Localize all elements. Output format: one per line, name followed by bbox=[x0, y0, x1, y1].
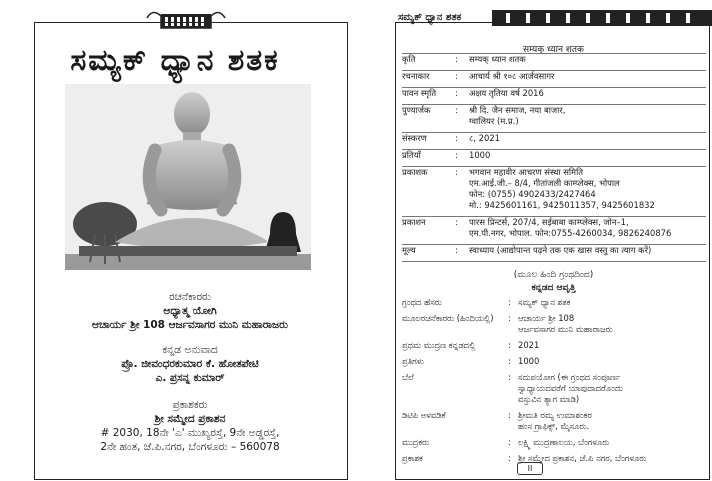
row-label: मूल्य bbox=[402, 245, 416, 255]
row-value bbox=[518, 356, 704, 367]
monk-photo bbox=[65, 84, 311, 270]
row-value-line: मो.: 9425601161, 9425011357, 9425601832 bbox=[469, 200, 655, 210]
credit-line: ಎ. ಪ್ರಸನ್ನ ಕುಮಾರ್ bbox=[155, 372, 225, 384]
kannada-detail-row bbox=[402, 410, 704, 432]
row-value bbox=[469, 150, 706, 161]
row-value-line: एम.पी.नगर, भोपाल. फोन:0755-4260034, 9826240876 bbox=[469, 228, 672, 238]
header-ornament bbox=[492, 4, 712, 28]
row-value-line: 2021 bbox=[518, 340, 540, 350]
row-value bbox=[518, 372, 704, 405]
row-label: ಡಿಟಿಪಿ ಅಳವಡಿಕೆ bbox=[402, 410, 446, 420]
kannada-detail-row bbox=[402, 340, 704, 351]
row-value-line: पारस प्रिन्टर्स, 207/4, सईबाबा काम्प्लेक्स, जोन–1, bbox=[469, 217, 629, 227]
row-value-line: ಆರ್ಜವಸಾಗರ ಮುನಿ ಮಹಾರಾಜರು bbox=[518, 324, 613, 334]
kannada-detail-row bbox=[402, 313, 704, 335]
row-value-line: स्वाध्याय (आद्योपान्त पढ़ने तक एक खास वस्तु का त्याग करें) bbox=[469, 245, 652, 255]
kannada-detail-row bbox=[402, 356, 704, 367]
row-value bbox=[469, 71, 706, 82]
row-value-line: 1000 bbox=[518, 356, 540, 366]
kannada-heading-edition: ಕನ್ನಡದ ಆವೃತ್ತಿ bbox=[531, 283, 576, 293]
row-separator: : bbox=[455, 71, 458, 81]
row-label: पावन स्मृति bbox=[402, 88, 437, 98]
row-value-line: ಶ್ರೀಮತಿ ರಮ್ಯ ಉಮಾಶಂಕರ bbox=[518, 410, 592, 420]
row-separator: : bbox=[455, 54, 458, 64]
row-label: प्रतियाँ bbox=[402, 150, 421, 160]
credit-line: ಶ್ರೀ ಸಮ್ಮೇದ ಪ್ರಕಾಶನ bbox=[154, 413, 226, 425]
credit-line: ಆಚಾರ್ಯ ಶ್ರೀ 108 ಆರ್ಜವಸಾಗರ ಮುನಿ ಮಹಾರಾಜರು bbox=[92, 319, 288, 331]
credit-line: 2ನೇ ಹಂತ, ಜೆ.ಪಿ.ನಗರ, ಬೆಂಗಳೂರು – 560078 bbox=[100, 441, 280, 453]
row-value bbox=[518, 313, 704, 335]
row-value-line: ८, 2021 bbox=[469, 133, 500, 143]
credit-line: ಪ್ರೊ. ಜೀವಂಧರಕುಮಾರ ಕೆ. ಹೋತಪೇಟಿ bbox=[121, 358, 259, 370]
row-separator: : bbox=[455, 167, 458, 177]
row-value-line: सम्यक् ध्यान शतक bbox=[469, 54, 526, 64]
row-separator: : bbox=[508, 453, 511, 463]
row-separator: : bbox=[508, 372, 511, 382]
hindi-detail-row bbox=[402, 54, 706, 65]
row-value bbox=[469, 167, 706, 211]
meditating-monk-image bbox=[65, 84, 311, 270]
left-page bbox=[0, 0, 350, 481]
credit-line: # 2030, 18ನೇ 'ಎ' ಮುಖ್ಯರಸ್ತೆ, 9ನೇ ಅಡ್ಡರಸ್ತೆ, bbox=[100, 427, 280, 439]
row-value bbox=[469, 133, 706, 144]
row-value bbox=[469, 105, 706, 127]
kannada-heading-original: (ಮೂಲ ಹಿಂದಿ ಗ್ರಂಥದಿಂದ) bbox=[513, 270, 594, 280]
row-label: ಮೂಲರಚನೆಕಾರರು (ಹಿಂದಿಯಲ್ಲಿ) bbox=[402, 313, 494, 323]
hindi-detail-row bbox=[402, 167, 706, 211]
row-value-line: ಆಚಾರ್ಯ ಶ್ರೀ 108 bbox=[518, 313, 575, 323]
row-value bbox=[469, 88, 706, 99]
row-separator: : bbox=[455, 245, 458, 255]
row-value-line: ಸ್ವಾಧ್ಯಾಯದವರೆಗೆ ಯಾವುದಾದರೊಂದು bbox=[518, 383, 623, 393]
hindi-detail-row bbox=[402, 217, 706, 239]
kannada-detail-row bbox=[402, 453, 704, 464]
row-separator: : bbox=[508, 297, 511, 307]
hindi-title: सम्यक् ध्यान शतक bbox=[523, 45, 584, 55]
row-value bbox=[469, 245, 706, 256]
row-divider bbox=[402, 261, 706, 262]
kannada-detail-row bbox=[402, 372, 704, 405]
row-value bbox=[469, 54, 706, 65]
row-label: प्रकाशक bbox=[402, 167, 428, 177]
row-value bbox=[518, 453, 704, 464]
row-value-line: ಲಕ್ಷ್ಮಿ ಮುದ್ರಣಾಲಯ, ಬೆಂಗಳೂರು bbox=[518, 437, 610, 447]
row-separator: : bbox=[455, 150, 458, 160]
row-value bbox=[518, 437, 704, 448]
book-title: ಸಮ್ಯಕ್ ಧ್ಯಾನ ಶತಕ bbox=[70, 43, 280, 78]
hindi-detail-row bbox=[402, 105, 706, 127]
row-value-line: ग्वालियर (म.प्र.) bbox=[469, 116, 519, 126]
row-value-line: फोन: (0755) 4902433/2427464 bbox=[469, 189, 596, 199]
row-separator: : bbox=[455, 133, 458, 143]
row-separator: : bbox=[508, 410, 511, 420]
row-value-line: 1000 bbox=[469, 150, 491, 160]
row-label: पुण्यार्जक bbox=[402, 105, 431, 115]
hindi-detail-row bbox=[402, 88, 706, 99]
row-label: ಗ್ರಂಥದ ಹೆಸರು bbox=[402, 297, 442, 307]
row-value-line: ಸಮ್ಯಕ್ ಧ್ಯಾನ ಶತಕ bbox=[518, 297, 571, 307]
row-separator: : bbox=[455, 105, 458, 115]
hindi-detail-row bbox=[402, 71, 706, 82]
row-separator: : bbox=[508, 340, 511, 350]
credit-line: ಪ್ರಕಾಶಕರು bbox=[172, 399, 208, 411]
credit-line: ಆಧ್ಯಾತ್ಮ ಯೋಗಿ bbox=[163, 305, 217, 317]
row-value bbox=[518, 340, 704, 351]
row-value-line: ಶ್ರೀ ಸಮ್ಮೇದ ಪ್ರಕಾಶನ, ಜೆ.ಪಿ ನಗರ, ಬೆಂಗಳೂರು bbox=[518, 453, 647, 463]
hindi-detail-row bbox=[402, 245, 706, 256]
row-label: ಮುದ್ರಕರು bbox=[402, 437, 430, 447]
row-label: ಬೆಲೆ bbox=[402, 372, 414, 382]
row-value-line: श्री दि. जैन समाज, नया बाजार, bbox=[469, 105, 566, 115]
row-label: प्रकाशन bbox=[402, 217, 426, 227]
kannada-detail-row bbox=[402, 437, 704, 448]
row-value bbox=[518, 297, 704, 308]
row-value-line: अक्षय तृतिया वर्ष 2016 bbox=[469, 88, 544, 98]
right-page bbox=[362, 0, 712, 481]
credit-line: ಕನ್ನಡ ಅನುವಾದ bbox=[162, 344, 218, 356]
page-number: II bbox=[517, 462, 543, 475]
kannada-detail-row bbox=[402, 297, 704, 308]
row-label: कृति bbox=[402, 54, 416, 64]
row-separator: : bbox=[455, 88, 458, 98]
credit-line: ರಚನೆಕಾರರು bbox=[169, 291, 211, 303]
row-value bbox=[469, 217, 706, 239]
row-label: ಪ್ರಕಾಶಕ bbox=[402, 453, 423, 463]
row-separator: : bbox=[508, 356, 511, 366]
row-label: ಪ್ರತಿಗಳು bbox=[402, 356, 424, 366]
header-title: ಸಮ್ಯಕ್ ಧ್ಯಾನ ಶತಕ bbox=[398, 12, 462, 23]
row-separator: : bbox=[508, 313, 511, 323]
hindi-detail-row bbox=[402, 150, 706, 161]
row-separator: : bbox=[455, 217, 458, 227]
row-value-line: एम.आई.जी.– 8/4, गीतांजली काम्प्लेक्स, भोपाल bbox=[469, 178, 620, 188]
row-value-line: ಹಂಸ ಗ್ರಾಫಿಕ್ಸ್, ಮೈಸೂರು. bbox=[518, 421, 590, 431]
row-label: संस्करण bbox=[402, 133, 427, 143]
row-label: ಪ್ರಥಮ ಮುದ್ರಣ ಕನ್ನಡದಲ್ಲಿ bbox=[402, 340, 476, 350]
hindi-detail-row bbox=[402, 133, 706, 144]
row-value-line: ವಸ್ತುವಿನ ತ್ಯಾಗ ಮಾಡಿ) bbox=[518, 394, 580, 404]
row-value-line: ಸದುಪಯೋಗ (ಈ ಗ್ರಂಥದ ಸಂಪೂರ್ಣ bbox=[518, 372, 621, 382]
row-separator: : bbox=[508, 437, 511, 447]
row-value-line: भगवान महावीर आचरण संस्था समिति bbox=[469, 167, 584, 177]
row-value-line: आचार्य श्री १०८ आर्जवसागर bbox=[469, 71, 555, 81]
row-value bbox=[518, 410, 704, 432]
row-label: रचनाकार bbox=[402, 71, 430, 81]
